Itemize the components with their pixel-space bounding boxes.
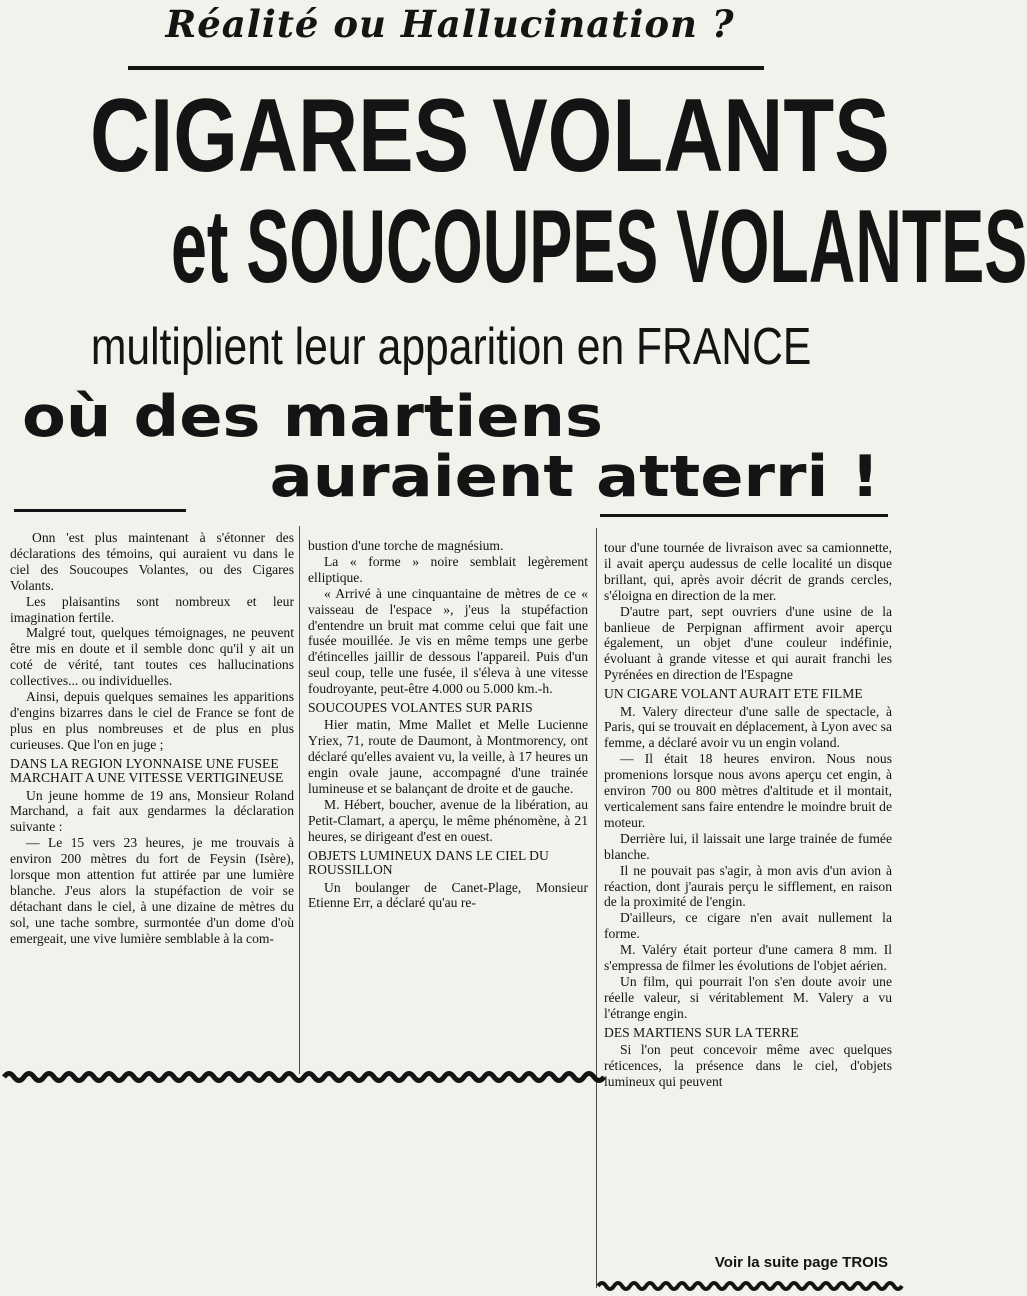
- headline-line-3: multiplient leur apparition en FRANCE: [90, 318, 812, 376]
- headline-line-1: CIGARES VOLANTS: [90, 78, 890, 194]
- column-divider-2: [596, 528, 597, 1288]
- col2-paragraph-2: La « forme » noire semblait legèrement elliptique.: [308, 553, 588, 585]
- col2-paragraph-3: « Arrivé à une cinquantaine de mètres de ce « vaisseau de l'espace », j'eus la stupéfaction d'entendre un bruit mat comme celui que fait une fusée mouillée. Je vis en même temps une gerbe d'étincelles jaillir de dessous l'appareil. Puis d'un seul coup, telle une fusée, il s'éleva à une vitesse foudroyante, peut-être 4.000 ou 5.000 km.-h.: [308, 585, 588, 697]
- headline-line-4: où des martiens: [22, 384, 603, 450]
- col1-subheading: DANS LA REGION LYONNAISE UNE FUSEE MARCHAIT A UNE VITESSE VERTIGINEUSE: [10, 755, 284, 786]
- col3-subheading-1: UN CIGARE VOLANT AURAIT ETE FILME: [604, 686, 863, 702]
- headline-line-5: auraient atterri !: [269, 444, 880, 510]
- article-column-3: [604, 540, 892, 1280]
- col1-paragraph-1: Onn 'est plus maintenant à s'étonner des déclarations des témoins, qui auraient vu dans le ciel des Soucoupes Volantes, ou des Cigares Volants.: [10, 530, 294, 593]
- col3-paragraph-6: Il ne pouvait pas s'agir, à mon avis d'un avion à réaction, dont j'aurais perçu le sifflement, en raison de la proximité de l'engin.: [604, 862, 892, 910]
- col3-paragraph-7: D'ailleurs, ce cigare n'en avait nullement la forme.: [604, 910, 892, 942]
- column-divider-1: [299, 526, 300, 1074]
- col3-paragraph-3: M. Valery directeur d'une salle de spectacle, à Paris, qui se trouvait en déplacement, à Lyon avec sa femme, a déclaré avoir vu un engin voland.: [604, 703, 892, 751]
- headline-rule-left: [14, 509, 186, 512]
- col3-paragraph-8: M. Valéry était porteur d'une camera 8 mm. Il s'empressa de filmer les évolutions de l'objet aérien.: [604, 942, 892, 974]
- wavy-separator-right: [598, 1278, 894, 1294]
- headline-rule-right: [600, 514, 888, 517]
- col2-paragraph-4: Hier matin, Mme Mallet et Melle Lucienne Yriex, 71, route de Daumont, à Montmorency, ont déclaré qu'elles avaient vu, la veille, à 17 heures un engin ovale jaune, accompagné d'une trainée lumineuse et se balançant de droite et de gauche.: [308, 717, 588, 797]
- col1-paragraph-3: Malgré tout, quelques témoignages, ne peuvent être mis en doute et il semble donc qu'il y ait un coté de vérité, tant toutes ces hallucinations collectives... ou individuelles.: [10, 625, 294, 689]
- col3-paragraph-2: D'autre part, sept ouvriers d'une usine de la banlieue de Perpignan affirment avoir aperçu également, un objet d'une couleur indéfinie, évoluant à grande vitesse et qui aurait franchi les Pyrénées en direction de l'Espagne: [604, 603, 892, 683]
- col3-subheading-2: DES MARTIENS SUR LA TERRE: [604, 1024, 799, 1040]
- kicker-headline: Réalité ou Hallucination ?: [165, 2, 735, 46]
- article-column-1: [10, 530, 294, 1074]
- article-column-2: [308, 538, 588, 1072]
- col1-paragraph-6: — Le 15 vers 23 heures, je me trouvais à environ 200 mètres du fort de Feysin (Isère), lorsque mon attention fut attirée par une lumière blanche. J'eus alors la stupéfaction de voir se détachant dans le ciel, à une dizaine de mètres du sol, une tache sombre, surmontée d'un dome d'où emergeait, une vive lumière semblable à la com-: [10, 835, 294, 946]
- col2-paragraph-1: bustion d'une torche de magnésium.: [308, 538, 504, 553]
- wavy-separator-left: [4, 1068, 590, 1086]
- col1-paragraph-5: Un jeune homme de 19 ans, Monsieur Roland Marchand, a fait aux gendarmes la déclaration suivante :: [10, 787, 294, 835]
- col3-paragraph-9: Un film, qui pourrait l'on s'en doute avoir une réelle valeur, si véritablement M. Valery a vu l'étrange engin.: [604, 973, 892, 1021]
- kicker-rule: [128, 66, 764, 70]
- col1-paragraph-4: Ainsi, depuis quelques semaines les apparitions d'engins bizarres dans le ciel de France se font de plus en plus nombreuses et de plus en plus curieuses. Que l'on en juge ;: [10, 689, 294, 752]
- col2-paragraph-6: Un boulanger de Canet-Plage, Monsieur Etienne Err, a déclaré qu'au re-: [308, 879, 588, 911]
- col2-paragraph-5: M. Hébert, boucher, avenue de la libération, au Petit-Clamart, a aperçu, le même phénomène, à 21 heures, se dirigeant d'est en ouest.: [308, 797, 588, 844]
- col3-paragraph-4: — Il était 18 heures environ. Nous nous promenions lorsque nous avons aperçu cet engin, à environ 700 ou 800 mètres d'altitude et il montait, verticalement sans faire entendre le moindre bruit de moteur.: [604, 751, 892, 830]
- col3-paragraph-10: Si l'on peut concevoir même avec quelques réticences, la présence dans le ciel, d'objets lumineux qui peuvent: [604, 1042, 892, 1089]
- col3-paragraph-1: tour d'une tournée de livraison avec sa camionnette, il avait aperçu audessus de celle localité un disque brillant, qui, après avoir décrit de grands cercles, s'éloigna en direction de la mer.: [604, 540, 892, 603]
- col1-paragraph-2: Les plaisantins sont nombreux et leur imagination fertile.: [10, 593, 294, 625]
- col3-paragraph-5: Derrière lui, il laissait une large trainée de fumée blanche.: [604, 830, 892, 862]
- col2-subheading-2: OBJETS LUMINEUX DANS LE CIEL DU ROUSSILLON: [308, 847, 549, 878]
- col2-subheading-1: SOUCOUPES VOLANTES SUR PARIS: [308, 700, 533, 716]
- continued-on-page-link[interactable]: Voir la suite page TROIS: [714, 1254, 888, 1271]
- headline-line-2: et SOUCOUPES VOLANTES: [171, 189, 1027, 305]
